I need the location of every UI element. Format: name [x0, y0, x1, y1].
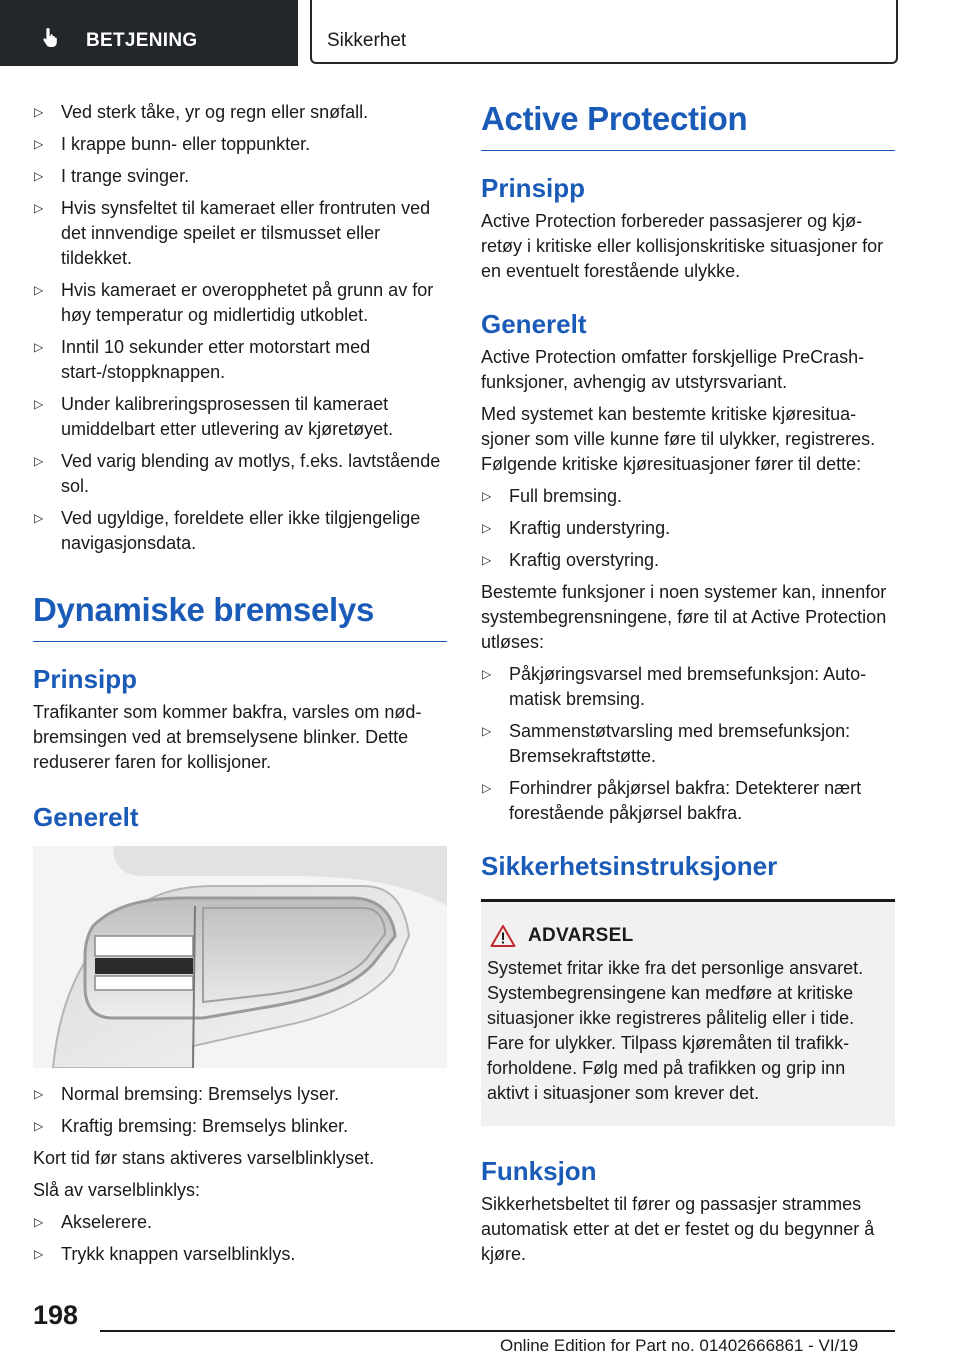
list-item-text: Inntil 10 sekunder etter motorstart med start-/stoppknappen.	[61, 337, 371, 382]
triangle-bullet-icon: ▷	[34, 283, 44, 297]
bullet-list-turn-off	[33, 1210, 447, 1267]
triangle-bullet-icon: ▷	[34, 1215, 44, 1229]
list-item	[33, 1114, 447, 1139]
triangle-bullet-icon: ▷	[482, 667, 492, 681]
heading-prinsipp: Prinsipp	[481, 173, 586, 203]
triangle-bullet-icon: ▷	[482, 553, 492, 567]
page-number: 198	[33, 1300, 79, 1330]
section-tab[interactable]	[0, 0, 298, 66]
triangle-bullet-icon: ▷	[34, 169, 44, 183]
tail-light-image	[33, 846, 447, 1068]
list-item	[33, 132, 447, 157]
list-item	[481, 776, 895, 826]
triangle-bullet-icon: ▷	[34, 201, 44, 215]
list-item-text: Ved varig blending av motlys, f.eks. lavtstående sol.	[61, 451, 441, 496]
triangle-bullet-icon: ▷	[34, 397, 44, 411]
triangle-bullet-icon: ▷	[482, 724, 492, 738]
list-item-text: I trange svinger.	[61, 166, 190, 186]
list-item-text: I krappe bunn- eller toppunkter.	[61, 134, 311, 154]
list-item	[33, 1082, 447, 1107]
triangle-bullet-icon: ▷	[34, 511, 44, 525]
list-item-text: Ved sterk tåke, yr og regn eller snøfall.	[61, 102, 369, 122]
hand-pointer-icon	[40, 26, 62, 48]
list-item	[33, 392, 447, 442]
bullet-list-braking	[33, 1082, 447, 1139]
list-item-text: Normal bremsing: Bremselys lyser.	[61, 1084, 340, 1104]
triangle-bullet-icon: ▷	[34, 105, 44, 119]
bullet-list-conditions	[33, 100, 447, 556]
triangle-bullet-icon: ▷	[34, 137, 44, 151]
list-item-text: Kraftig overstyring.	[509, 550, 660, 570]
heading-dynamiske-bremselys: Dynamiske bremselys	[33, 591, 447, 642]
warning-text: Systemet fritar ikke fra det personlige ansvaret. Systembegrensingene kan medføre at kritiske situasjoner ikke registreres pålitelig eller i tide. Fare for ulykker. Tilpass kjøremåten til trafikkforholdene. Følg med på trafikken og grip inn aktivt i situasjoner som krever det.	[487, 958, 864, 1103]
heading-active-protection: Active Protection	[481, 100, 895, 151]
list-item	[481, 484, 895, 509]
list-item	[33, 335, 447, 385]
bullet-list-situations	[481, 484, 895, 573]
list-item-text: Ved ugyldige, foreldete eller ikke tilgjengelige navigasjonsdata.	[61, 508, 421, 553]
heading-generelt: Generelt	[481, 309, 587, 339]
left-column	[33, 100, 447, 1274]
funksjon-text: Sikkerhetsbeltet til fører og passasjer strammes automatisk etter at det er festet og du begynner å kjøre.	[481, 1194, 875, 1264]
warning-title: ADVARSEL	[528, 925, 634, 946]
list-item-text: Påkjøringsvarsel med bremsefunksjon: Automatisk bremsing.	[509, 664, 867, 709]
right-column	[481, 100, 895, 1274]
list-item-text: Kraftig bremsing: Bremselys blinker.	[61, 1116, 349, 1136]
list-item-text: Full bremsing.	[509, 486, 623, 506]
heading-funksjon: Funksjon	[481, 1156, 597, 1186]
list-item-text: Akselerere.	[61, 1212, 153, 1232]
list-item	[33, 196, 447, 271]
list-item-text: Under kalibreringsprosessen til kameraet umiddelbart etter utlevering av kjøretøyet.	[61, 394, 394, 439]
prinsipp-text: Active Protection forbereder passasjerer og kjøretøy i kritiske eller kollisjonskritiske situasjoner for en eventuelt forestående ulykke.	[481, 211, 884, 281]
list-item-text: Kraftig understyring.	[509, 518, 671, 538]
list-item	[481, 662, 895, 712]
paragraph-turn-off-hazard: Slå av varselblinklys:	[33, 1180, 201, 1200]
triangle-bullet-icon: ▷	[482, 489, 492, 503]
warning-header	[487, 924, 887, 948]
footer-divider	[100, 1330, 895, 1332]
list-item-text: Sammenstøtvarsling med bremsefunksjon: Bremsekraftstøtte.	[509, 721, 851, 766]
chapter-label: Sikkerhet	[327, 30, 407, 51]
bullet-list-functions	[481, 662, 895, 826]
list-item	[33, 1210, 447, 1235]
triangle-bullet-icon: ▷	[482, 781, 492, 795]
list-item	[33, 100, 447, 125]
triangle-bullet-icon: ▷	[482, 521, 492, 535]
list-item	[33, 278, 447, 328]
list-item	[33, 449, 447, 499]
footer-edition: Online Edition for Part no. 01402666861 - VI/19	[500, 1336, 859, 1355]
generelt-paragraph-2: Med systemet kan bestemte kritiske kjøresituasjoner som ville kunne føre til ulykker, registreres. Følgende kritiske kjøresituasjoner fører til dette:	[481, 404, 876, 474]
list-item-text: Forhindrer påkjørsel bakfra: Detekterer nært forestående påkjørsel bakfra.	[509, 778, 862, 823]
tail-light-illustration	[33, 846, 447, 1068]
list-item	[33, 164, 447, 189]
paragraph-hazard-warning: Kort tid før stans aktiveres varselblinklyset.	[33, 1148, 375, 1168]
prinsipp-text: Trafikanter som kommer bakfra, varsles om nødbremsingen ved at bremselysene blinker. Dette reduserer faren for kollisjoner.	[33, 702, 422, 772]
triangle-bullet-icon: ▷	[34, 1119, 44, 1133]
generelt-paragraph-3: Bestemte funksjoner i noen systemer kan, innenfor systembegrensningene, føre til at Active Protection utløses:	[481, 582, 887, 652]
triangle-bullet-icon: ▷	[34, 454, 44, 468]
list-item	[481, 548, 895, 573]
list-item	[481, 719, 895, 769]
section-label: BETJENING	[86, 30, 198, 51]
triangle-bullet-icon: ▷	[34, 340, 44, 354]
chapter-tab[interactable]	[310, 0, 898, 64]
list-item	[33, 1242, 447, 1267]
list-item	[33, 506, 447, 556]
heading-sikkerhetsinstruksjoner: Sikkerhetsinstruksjoner	[481, 851, 778, 881]
triangle-bullet-icon: ▷	[34, 1247, 44, 1261]
list-item	[481, 516, 895, 541]
heading-prinsipp: Prinsipp	[33, 664, 138, 694]
list-item-text: Hvis kameraet er overopphetet på grunn av for høy temperatur og midlertidig utkoblet.	[61, 280, 434, 325]
page-header	[0, 0, 960, 66]
heading-generelt: Generelt	[33, 802, 139, 832]
generelt-paragraph-1: Active Protection omfatter forskjellige PreCrash-funksjoner, avhengig av utstyrsvariant.	[481, 347, 865, 392]
warning-box	[481, 899, 895, 1126]
warning-triangle-icon	[490, 924, 516, 948]
list-item-text: Trykk knappen varselblinklys.	[61, 1244, 296, 1264]
triangle-bullet-icon: ▷	[34, 1087, 44, 1101]
list-item-text: Hvis synsfeltet til kameraet eller frontruten ved det innvendige speilet er tilsmusset eller tildekket.	[61, 198, 431, 268]
